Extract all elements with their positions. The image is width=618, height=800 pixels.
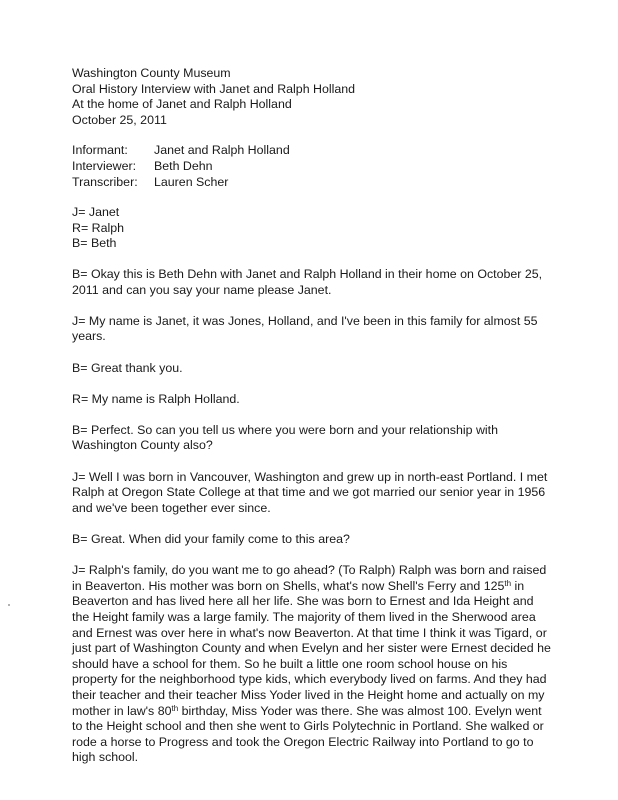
header-organization: Washington County Museum	[72, 66, 231, 80]
transcriber-value: Lauren Scher	[154, 174, 229, 189]
transcript-paragraph-5: B= Perfect. So can you tell us where you were born and your relationship with Washington County also?	[72, 422, 498, 453]
speaker-key-ralph: R= Ralph	[72, 220, 125, 235]
transcriber-row	[72, 175, 552, 191]
transcript-paragraph-7: B= Great. When did your family come to this area?	[72, 532, 350, 547]
header-date: October 25, 2011	[72, 112, 167, 127]
transcript-paragraph-6: J= Well I was born in Vancouver, Washington and grew up in north-east Portland. I met Ralph at Oregon State College at that time and we got married our senior year in 1956 and we've been together ever since.	[72, 469, 548, 515]
transcriber-label: Transcriber:	[72, 174, 138, 189]
paragraph-8-part-2: in Beaverton and has lived here all her life. She was born to Ernest and Ida Height and the Height family was a large family. The majority of them lived in the Sherwood area and Ernest was over here in what's now Beaverton. At that time I think it was Tigard, or just part of Washington County and when Evelyn and her sister were Ernest decided he should have a school for them. So he built a little one room school house on his property for the neighborhood type kids, which everybody lived on farms. And they had their teacher and their teacher Miss Yoder lived in the Height home and actually on my mother in law's 80	[72, 578, 551, 718]
ordinal-suffix-2: th	[171, 703, 179, 713]
paragraph-8-part-3: birthday, Miss Yoder was there. She was almost 100. Evelyn went to the Height school and then she went to Girls Polytechnic in Portland. She walked or rode a horse to Progress and took the Oregon Electric Railway into Portland to go to high school.	[72, 703, 544, 765]
interviewer-label: Interviewer:	[72, 158, 137, 173]
interviewer-value: Beth Dehn	[154, 158, 213, 173]
interview-metadata	[72, 143, 552, 190]
transcript-paragraph-8	[72, 563, 552, 766]
scan-speck	[8, 604, 10, 606]
speaker-key-beth: B= Beth	[72, 236, 117, 251]
transcript-paragraph-2: J= My name is Janet, it was Jones, Holland, and I've been in this family for almost 55 years.	[72, 313, 538, 344]
transcript-paragraph-3: B= Great thank you.	[72, 360, 183, 375]
interviewer-row	[72, 159, 552, 175]
document-header	[72, 66, 552, 128]
speaker-key-janet: J= Janet	[72, 205, 120, 220]
ordinal-suffix-1: th	[504, 578, 512, 588]
speaker-key	[72, 205, 552, 252]
informant-row	[72, 143, 552, 159]
paragraph-8-part-1: J= Ralph's family, do you want me to go ahead? (To Ralph) Ralph was born and raised in Beaverton. His mother was born on Shells, what's now Shell's Ferry and 125	[72, 563, 547, 593]
informant-value: Janet and Ralph Holland	[154, 143, 290, 158]
transcript-paragraph-4: R= My name is Ralph Holland.	[72, 391, 240, 406]
header-location: At the home of Janet and Ralph Holland	[72, 97, 292, 112]
informant-label: Informant:	[72, 143, 128, 158]
header-title: Oral History Interview with Janet and Ralph Holland	[72, 81, 356, 96]
transcript-paragraph-1: B= Okay this is Beth Dehn with Janet and Ralph Holland in their home on October 25, 2011 and can you say your name please Janet.	[72, 266, 543, 297]
